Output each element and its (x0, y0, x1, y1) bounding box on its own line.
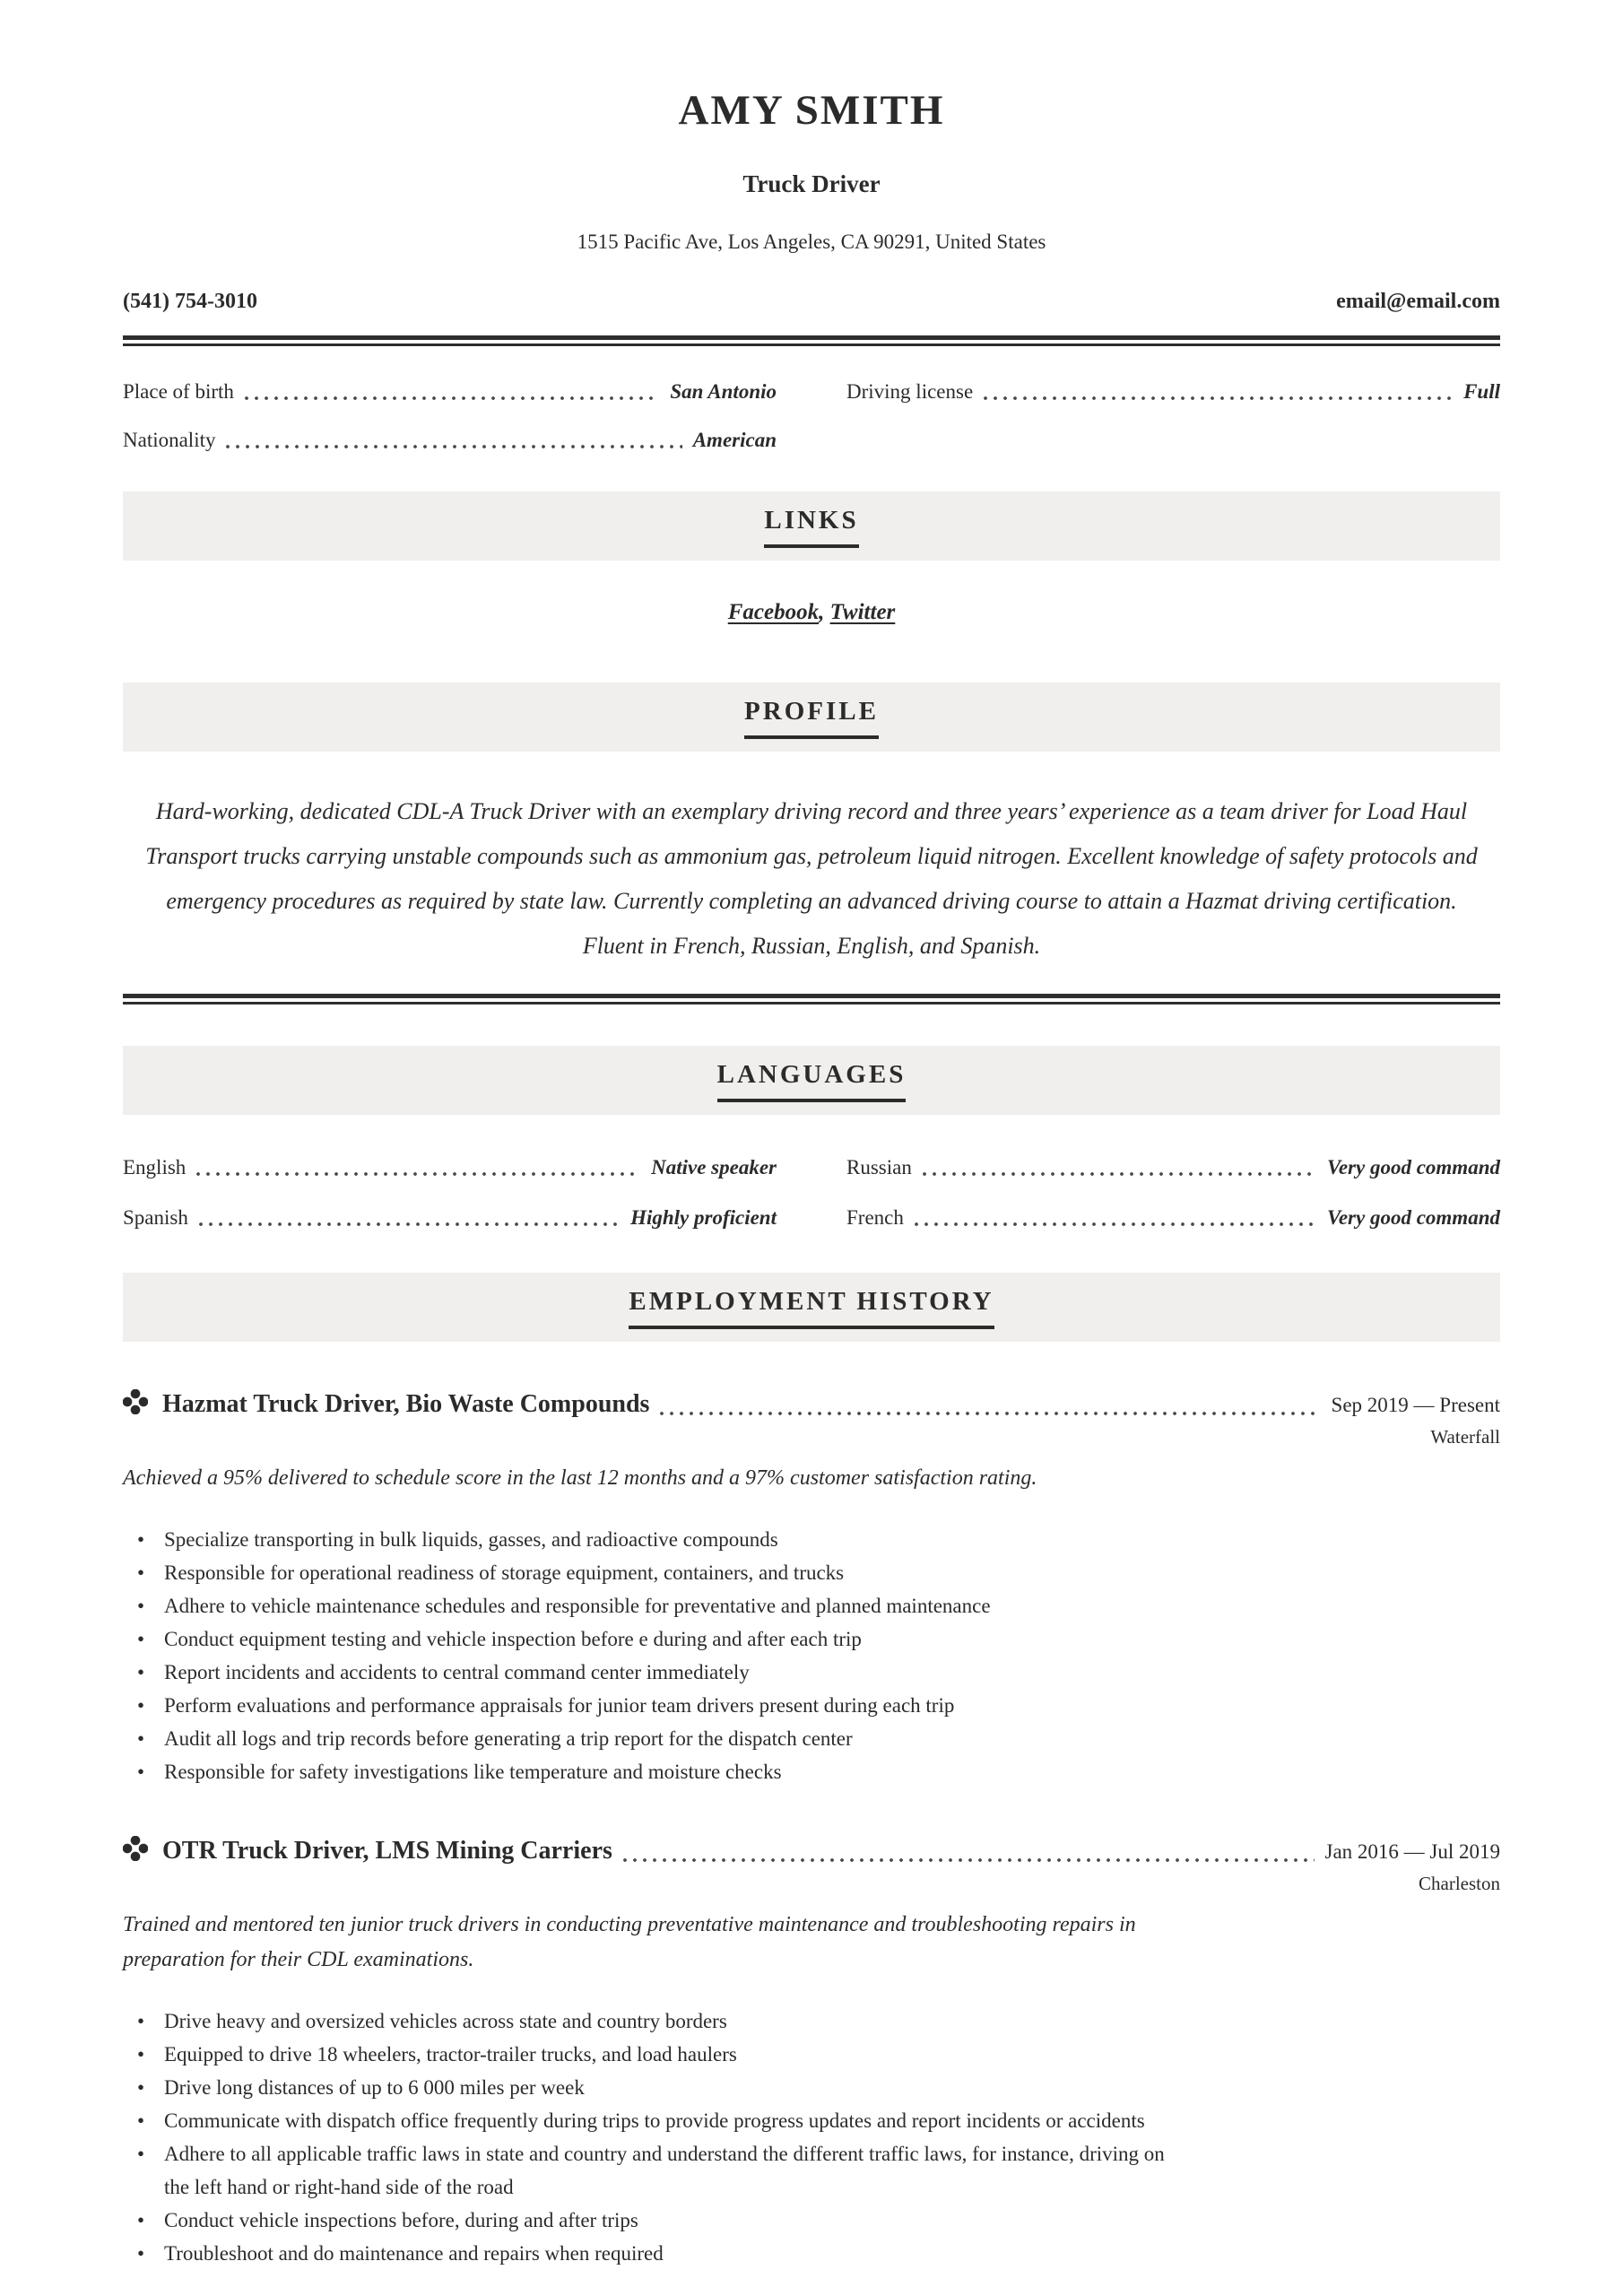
candidate-address: 1515 Pacific Ave, Los Angeles, CA 90291, United States (577, 230, 1046, 253)
field-label: Place of birth (123, 380, 234, 403)
bullet-item: • Audit all logs and trip records before generating a trip report for the dispatch center (123, 1722, 1181, 1755)
candidate-title: Truck Driver (742, 170, 881, 197)
dotted-leader (923, 1172, 1316, 1176)
twitter-link[interactable]: Twitter (829, 600, 896, 624)
employment-heading: EMPLOYMENT HISTORY (629, 1287, 994, 1329)
header-divider (123, 335, 1500, 346)
bullet-item: • Troubleshoot and do maintenance and repairs when required (123, 2237, 1181, 2270)
language-level: Highly proficient (630, 1206, 777, 1229)
field-place-of-birth (123, 380, 777, 404)
bullet-item: • Specialize transporting in bulk liquids, gasses, and radioactive compounds (123, 1523, 1181, 1556)
phone-number: (541) 754-3010 (123, 290, 257, 313)
bullet-item: • Adhere to vehicle maintenance schedules and responsible for preventative and planned maintenance (123, 1589, 1181, 1622)
bullet-item: • Responsible for safety investigations like temperature and moisture checks (123, 1755, 1181, 1788)
language-level: Native speaker (651, 1156, 777, 1178)
field-label: Nationality (123, 429, 216, 451)
dotted-leader (245, 396, 659, 400)
links-list (123, 600, 1500, 625)
job-title: Hazmat Truck Driver, Bio Waste Compounds (162, 1390, 650, 1418)
bullet-item: • Conduct equipment testing and vehicle inspection before e during and after each trip (123, 1622, 1181, 1656)
profile-heading: PROFILE (744, 697, 879, 739)
job-header (123, 1387, 1500, 1419)
language-label: French (846, 1206, 904, 1229)
job-entry (123, 1387, 1500, 1788)
dotted-leader (915, 1222, 1316, 1226)
bullet-item: • Drive heavy and oversized vehicles across state and country borders (123, 2005, 1181, 2038)
language-row (846, 1156, 1500, 1179)
bullet-item: • Communicate with dispatch office frequently during trips to provide progress updates and report incidents or accidents (123, 2104, 1181, 2137)
bullet-item: • Conduct vehicle inspections before, during and after trips (123, 2204, 1181, 2237)
language-level: Very good command (1327, 1156, 1500, 1178)
facebook-link[interactable]: Facebook (727, 600, 820, 624)
job-location: Waterfall (1430, 1426, 1500, 1448)
field-value: Full (1463, 380, 1500, 403)
field-driving-license (846, 380, 1500, 404)
section-band-links (123, 491, 1500, 561)
personal-details (123, 380, 1500, 452)
job-bullets (123, 2005, 1181, 2270)
language-level: Very good command (1327, 1206, 1500, 1229)
dotted-leader (226, 445, 681, 448)
links-heading: LINKS (764, 506, 858, 548)
bullet-item: • Equipped to drive 18 wheelers, tractor-trailer trucks, and load haulers (123, 2038, 1181, 2071)
bullet-item: • Drive long distances of up to 6 000 miles per week (123, 2071, 1181, 2104)
section-band-profile (123, 683, 1500, 752)
dotted-leader (623, 1858, 1315, 1862)
four-dots-icon (123, 1836, 148, 1861)
profile-divider (123, 994, 1500, 1004)
field-value: San Antonio (670, 380, 777, 403)
languages-list (123, 1156, 1500, 1230)
job-entry (123, 1833, 1500, 2270)
job-dates: Sep 2019 — Present (1331, 1394, 1500, 1416)
field-label: Driving license (846, 380, 974, 403)
language-label: English (123, 1156, 187, 1178)
language-row (846, 1206, 1500, 1230)
section-band-employment (123, 1273, 1500, 1342)
bullet-item: • Adhere to all applicable traffic laws in state and country and understand the different traffic laws, for instance, driving on the left hand or right-hand side of the road (123, 2137, 1181, 2204)
job-location: Charleston (1419, 1873, 1500, 1894)
language-label: Russian (846, 1156, 912, 1178)
contact-row (123, 290, 1500, 314)
language-row (123, 1156, 777, 1179)
dotted-leader (660, 1412, 1320, 1415)
bullet-item: • Report incidents and accidents to central command center immediately (123, 1656, 1181, 1689)
job-dates: Jan 2016 — Jul 2019 (1324, 1840, 1500, 1863)
links-separator: , (819, 600, 830, 624)
job-summary: Achieved a 95% delivered to schedule score in the last 12 months and a 97% customer satisfaction rating. (123, 1466, 1037, 1490)
dotted-leader (984, 396, 1453, 400)
profile-text: Hard-working, dedicated CDL-A Truck Driver with an exemplary driving record and three years’ experience as a team driver for Load Haul Transport trucks carrying unstable compounds such as ammonium gas, petroleum liquid nitrogen. Excellent knowledge of safety protocols and emergency procedures as required by state law. Currently completing an advanced driving course to attain a Hazmat driving certification. Fluent in French, Russian, English, and Spanish. (145, 798, 1478, 959)
language-row (123, 1206, 777, 1230)
dotted-leader (199, 1222, 620, 1226)
job-bullets (123, 1523, 1181, 1788)
bullet-item: • Responsible for operational readiness of storage equipment, containers, and trucks (123, 1556, 1181, 1589)
email-address: email@email.com (1336, 290, 1500, 313)
dotted-leader (196, 1172, 640, 1176)
candidate-name: AMY SMITH (678, 87, 945, 134)
language-label: Spanish (123, 1206, 188, 1229)
field-nationality (123, 429, 777, 452)
job-title: OTR Truck Driver, LMS Mining Carriers (162, 1837, 612, 1865)
bullet-item: • Perform evaluations and performance appraisals for junior team drivers present during each trip (123, 1689, 1181, 1722)
job-summary: Trained and mentored ten junior truck drivers in conducting preventative maintenance and troubleshooting repairs in preparation for their CDL examinations. (123, 1913, 1136, 1971)
empty-cell (846, 429, 1500, 452)
job-header (123, 1833, 1500, 1866)
languages-heading: LANGUAGES (717, 1060, 907, 1102)
section-band-languages (123, 1046, 1500, 1115)
four-dots-icon (123, 1389, 148, 1414)
field-value: American (692, 429, 777, 451)
